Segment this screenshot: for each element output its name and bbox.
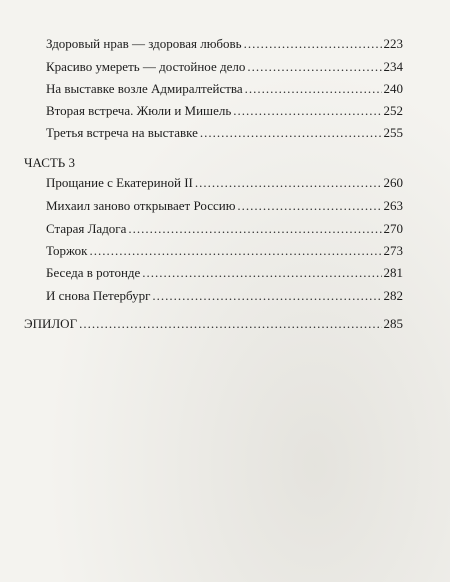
toc-entry-title: Здоровый нрав — здоровая любовь — [46, 36, 242, 51]
toc-entry — [46, 198, 403, 214]
toc-entry-page: 282 — [383, 288, 403, 303]
toc-entry-page: 240 — [383, 81, 403, 96]
toc-leader-dots — [142, 265, 381, 281]
toc-leader-dots — [89, 243, 381, 259]
toc-entry-page: 255 — [383, 125, 403, 140]
toc-entry-page: 223 — [383, 36, 403, 51]
toc-leader-dots — [79, 316, 381, 332]
toc-entry — [46, 243, 403, 259]
toc-entry-title: Торжок — [46, 243, 88, 258]
toc-entry — [46, 125, 403, 141]
toc-leader-dots — [152, 288, 381, 304]
toc-leader-dots — [237, 198, 381, 214]
toc-entry — [46, 103, 403, 119]
toc-epilogue — [24, 316, 403, 332]
toc-leader-dots — [245, 81, 382, 97]
toc-entry — [46, 221, 403, 237]
toc-leader-dots — [247, 59, 381, 75]
toc-entry-page: 270 — [383, 221, 403, 236]
toc-entry-page: 252 — [383, 103, 403, 118]
toc-epilogue-page: 285 — [383, 316, 403, 331]
toc-epilogue-title: ЭПИЛОГ — [24, 316, 78, 331]
toc-entry-page: 260 — [383, 175, 403, 190]
toc-entry — [46, 265, 403, 281]
toc-entry — [46, 59, 403, 75]
toc-entry-title: Вторая встреча. Жюли и Мишель — [46, 103, 232, 118]
toc-leader-dots — [233, 103, 381, 119]
toc-entry-page: 281 — [383, 265, 403, 280]
toc-entry-page: 263 — [383, 198, 403, 213]
toc-entry-title: Третья встреча на выставке — [46, 125, 198, 140]
toc-leader-dots — [128, 221, 381, 237]
toc-entry — [46, 36, 403, 52]
toc-leader-dots — [195, 175, 382, 191]
toc-entry — [46, 288, 403, 304]
part-heading: ЧАСТЬ 3 — [24, 155, 76, 170]
toc-leader-dots — [244, 36, 382, 52]
toc-entry-title: И снова Петербург — [46, 288, 151, 303]
toc-entry-page: 273 — [383, 243, 403, 258]
toc-entry-title: Красиво умереть — достойное дело — [46, 59, 246, 74]
toc-entry-title: На выставке возле Адмиралтейства — [46, 81, 243, 96]
toc-entry — [46, 81, 403, 97]
toc-entry — [46, 175, 403, 191]
toc-entry-title: Беседа в ротонде — [46, 265, 141, 280]
toc-entry-title: Михаил заново открывает Россию — [46, 198, 236, 213]
toc-entry-title: Старая Ладога — [46, 221, 127, 236]
toc-entry-page: 234 — [383, 59, 403, 74]
toc-entry-title: Прощание с Екатериной II — [46, 175, 193, 190]
toc-leader-dots — [200, 125, 382, 141]
